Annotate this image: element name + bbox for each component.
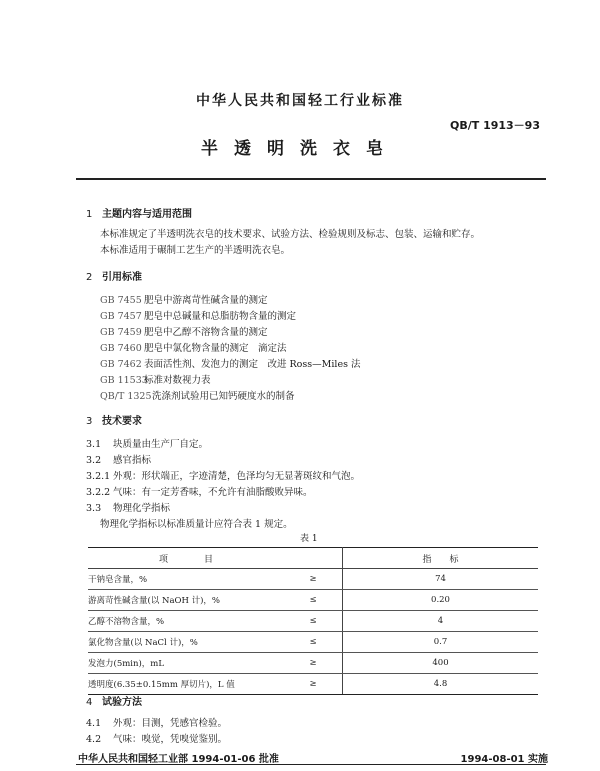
issuing-organization: 中华人民共和国轻工行业标准	[196, 93, 404, 109]
reference-code: GB 7455	[100, 295, 142, 306]
reference-item	[100, 308, 296, 322]
clause-number: 3.2.2	[86, 487, 111, 498]
clause-number: 3.2	[86, 455, 102, 466]
reference-item	[100, 388, 295, 402]
table-caption: 表 1	[300, 534, 318, 544]
reference-title: 肥皂中总碱量和总脂肪物含量的测定	[144, 311, 297, 322]
section-4-heading	[86, 693, 142, 708]
spec-table	[88, 547, 538, 695]
clause-number: 4.2	[86, 734, 102, 745]
table-row	[88, 569, 538, 590]
section-1-paragraph-1: 本标准规定了半透明洗衣皂的技术要求、试验方法、检验规则及标志、包装、运输和贮存。	[100, 229, 481, 240]
reference-item	[100, 340, 287, 354]
row-operator: ≤	[284, 590, 343, 611]
table-intro: 物理化学指标以标准质量计应符合表 1 规定。	[100, 519, 293, 530]
section-title: 试验方法	[102, 697, 142, 708]
section-1-heading	[86, 205, 192, 220]
row-value: 0.20	[343, 590, 539, 611]
reference-title: 肥皂中游离苛性碱含量的测定	[144, 295, 268, 306]
reference-title: 肥皂中氯化物含量的测定 滴定法	[144, 343, 287, 354]
table-row	[88, 653, 538, 674]
effective-date: 1994-08-01 实施	[460, 754, 548, 765]
clause-3-3	[86, 500, 170, 514]
clause-text: 外观：目测，凭感官检验。	[113, 718, 228, 729]
clause-4-2	[86, 731, 227, 745]
footer-divider	[76, 764, 546, 765]
section-number: 4	[86, 697, 93, 708]
reference-code: GB 7460	[100, 343, 142, 354]
reference-code: GB 7457	[100, 311, 142, 322]
reference-item	[100, 324, 268, 338]
clause-number: 3.1	[86, 439, 102, 450]
reference-item	[100, 372, 211, 386]
row-value: 4	[343, 611, 539, 632]
row-item: 透明度(6.35±0.15mm 厚切片)，L 值	[88, 674, 284, 695]
table-header-row	[88, 548, 538, 569]
table-row	[88, 590, 538, 611]
row-value: 4.8	[343, 674, 539, 695]
row-value: 0.7	[343, 632, 539, 653]
title-divider	[76, 178, 546, 180]
clause-4-1	[86, 715, 227, 729]
clause-number: 3.3	[86, 503, 102, 514]
approval-note: 中华人民共和国轻工业部 1994-01-06 批准	[78, 754, 279, 765]
reference-code: GB 11533	[100, 375, 148, 386]
clause-3-2-2	[86, 484, 313, 498]
reference-title: 标准对数视力表	[144, 375, 211, 386]
reference-item	[100, 356, 360, 370]
reference-item	[100, 292, 268, 306]
reference-title: 肥皂中乙醇不溶物含量的测定	[144, 327, 268, 338]
table-row	[88, 674, 538, 695]
clause-3-2	[86, 452, 151, 466]
row-value: 74	[343, 569, 539, 590]
reference-title: 表面活性剂、发泡力的测定 改进 Ross—Miles 法	[144, 359, 361, 370]
table-row	[88, 632, 538, 653]
section-title: 主题内容与适用范围	[102, 209, 192, 220]
clause-text: 物理化学指标	[113, 503, 171, 514]
row-operator: ≤	[284, 632, 343, 653]
reference-code: QB/T 1325	[100, 391, 152, 402]
reference-title: 洗涤剂试验用已知钙硬度水的制备	[152, 391, 295, 402]
reference-code: GB 7462	[100, 359, 142, 370]
clause-text: 气味：嗅觉，凭嗅觉鉴别。	[113, 734, 228, 745]
row-item: 氯化物含量(以 NaCl 计)，%	[88, 632, 284, 653]
reference-code: GB 7459	[100, 327, 142, 338]
section-3-heading	[86, 412, 142, 427]
header-spacer	[284, 548, 343, 569]
table-row	[88, 611, 538, 632]
header-item: 项 目	[88, 548, 284, 569]
row-operator: ≥	[284, 569, 343, 590]
clause-text: 感官指标	[113, 455, 152, 466]
row-value: 400	[343, 653, 539, 674]
clause-3-2-1	[86, 468, 360, 482]
row-item: 干钠皂含量，%	[88, 569, 284, 590]
header-index: 指 标	[343, 548, 539, 569]
standard-code: QB/T 1913－93	[449, 119, 540, 132]
section-1-paragraph-2: 本标准适用于碾制工艺生产的半透明洗衣皂。	[100, 245, 291, 256]
clause-number: 4.1	[86, 718, 102, 729]
row-item: 发泡力(5min)，mL	[88, 653, 284, 674]
row-operator: ≥	[284, 674, 343, 695]
section-2-heading	[86, 268, 142, 283]
clause-number: 3.2.1	[86, 471, 111, 482]
clause-text: 块质量由生产厂自定。	[113, 439, 209, 450]
row-operator: ≤	[284, 611, 343, 632]
section-number: 1	[86, 209, 93, 220]
clause-text: 外观：形状端正，字迹清楚，色泽均匀无显著斑纹和气泡。	[113, 471, 361, 482]
document-title: 半透明洗衣皂	[201, 139, 399, 159]
clause-3-1	[86, 436, 208, 450]
section-number: 2	[86, 272, 93, 283]
section-title: 技术要求	[102, 416, 142, 427]
section-title: 引用标准	[102, 272, 142, 283]
row-item: 游离苛性碱含量(以 NaOH 计)，%	[88, 590, 284, 611]
clause-text: 气味：有一定芳香味，不允许有油脂酸败异味。	[113, 487, 313, 498]
section-number: 3	[86, 416, 93, 427]
row-item: 乙醇不溶物含量，%	[88, 611, 284, 632]
row-operator: ≥	[284, 653, 343, 674]
